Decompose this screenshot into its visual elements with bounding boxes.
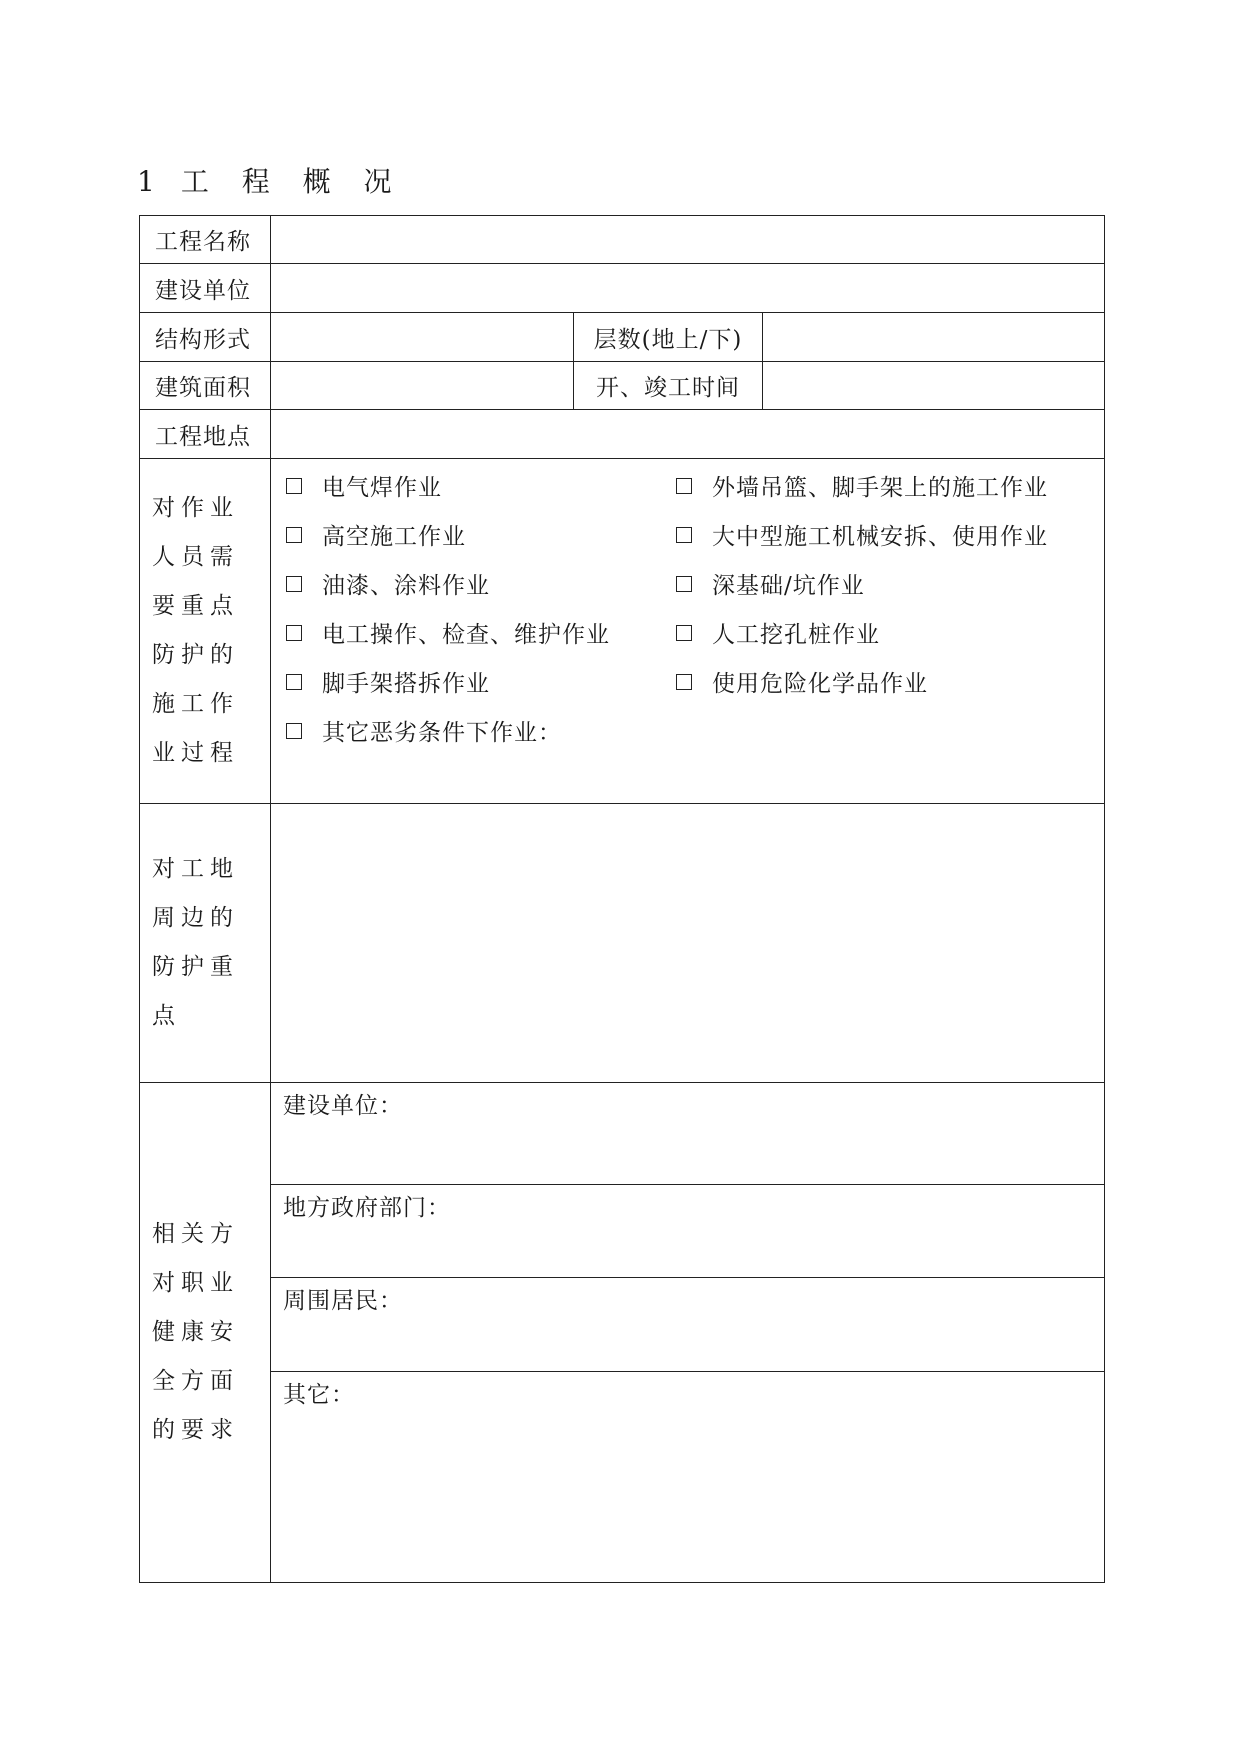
checklist-item-label: 高空施工作业 [322,524,466,550]
checkbox[interactable] [286,527,302,543]
section-number: 1 [137,165,159,198]
checkbox[interactable] [676,576,692,592]
checklist-item[interactable] [283,518,673,551]
checklist-item-label: 深基础/坑作业 [712,573,865,599]
row-surroundings [140,804,1105,1083]
checklist-item[interactable] [283,616,673,649]
checklist-item-label: 使用危险化学品作业 [712,671,928,697]
area-label: 建筑面积 [140,362,271,410]
project-overview-table [139,215,1105,1583]
checklist-item[interactable] [283,714,673,747]
checklist-item-label: 大中型施工机械安拆、使用作业 [712,524,1048,550]
row-req-government [140,1185,1105,1278]
checklist-item-label: 脚手架搭拆作业 [322,671,490,697]
req-residents-field[interactable] [271,1278,1105,1372]
row-protection [140,459,1105,804]
dates-field[interactable] [763,362,1105,410]
floors-label: 层数(地上/下) [574,313,763,362]
area-field[interactable] [271,362,574,410]
checklist-item[interactable] [283,469,673,502]
row-req-client [140,1083,1105,1185]
checklist-item[interactable] [283,665,673,698]
project-name-field[interactable] [271,216,1105,264]
checklist-item[interactable] [673,665,1073,698]
row-location [140,410,1105,459]
row-client [140,264,1105,313]
surroundings-label: 对工地周边的防护重点 [140,804,271,1083]
req-client-field[interactable] [271,1083,1105,1185]
checkbox[interactable] [286,576,302,592]
structure-field[interactable] [271,313,574,362]
section-title: 工 程 概 况 [180,165,404,198]
checkbox[interactable] [286,723,302,739]
checkbox[interactable] [286,625,302,641]
checklist-item[interactable] [673,616,1073,649]
req-government-label: 地方政府部门： [283,1195,451,1221]
row-area [140,362,1105,410]
checklist-item[interactable] [673,518,1073,551]
req-other-field[interactable] [271,1372,1105,1583]
req-government-field[interactable] [271,1185,1105,1278]
checkbox[interactable] [676,625,692,641]
location-field[interactable] [271,410,1105,459]
checklist-item-label: 外墙吊篮、脚手架上的施工作业 [712,475,1048,501]
surroundings-field[interactable] [271,804,1105,1083]
structure-label: 结构形式 [140,313,271,362]
location-label: 工程地点 [140,410,271,459]
req-client-label: 建设单位： [283,1093,403,1119]
checkbox[interactable] [676,527,692,543]
row-req-residents [140,1278,1105,1372]
checklist-item-label: 人工挖孔桩作业 [712,622,880,648]
checkbox[interactable] [676,478,692,494]
client-label: 建设单位 [140,264,271,313]
checklist-item[interactable] [673,567,1073,600]
protection-label: 对作业人员需要重点防护的施工作业过程 [140,459,271,804]
page-title [137,160,404,200]
checkbox[interactable] [286,674,302,690]
checklist-item[interactable] [673,469,1073,502]
checklist-item[interactable] [283,567,673,600]
checklist-item-label: 电工操作、检查、维护作业 [322,622,610,648]
req-other-label: 其它： [283,1382,355,1408]
checkbox[interactable] [676,674,692,690]
checklist-item-label: 其它恶劣条件下作业： [322,720,562,746]
checklist-item-label: 电气焊作业 [322,475,442,501]
protection-checklist [271,459,1105,804]
checklist-item-label: 油漆、涂料作业 [322,573,490,599]
req-residents-label: 周围居民： [283,1288,403,1314]
row-project-name [140,216,1105,264]
project-name-label: 工程名称 [140,216,271,264]
dates-label: 开、竣工时间 [574,362,763,410]
client-field[interactable] [271,264,1105,313]
row-structure [140,313,1105,362]
row-req-other [140,1372,1105,1583]
floors-field[interactable] [763,313,1105,362]
requirements-label: 相关方对职业健康安全方面的要求 [140,1083,271,1583]
checkbox[interactable] [286,478,302,494]
